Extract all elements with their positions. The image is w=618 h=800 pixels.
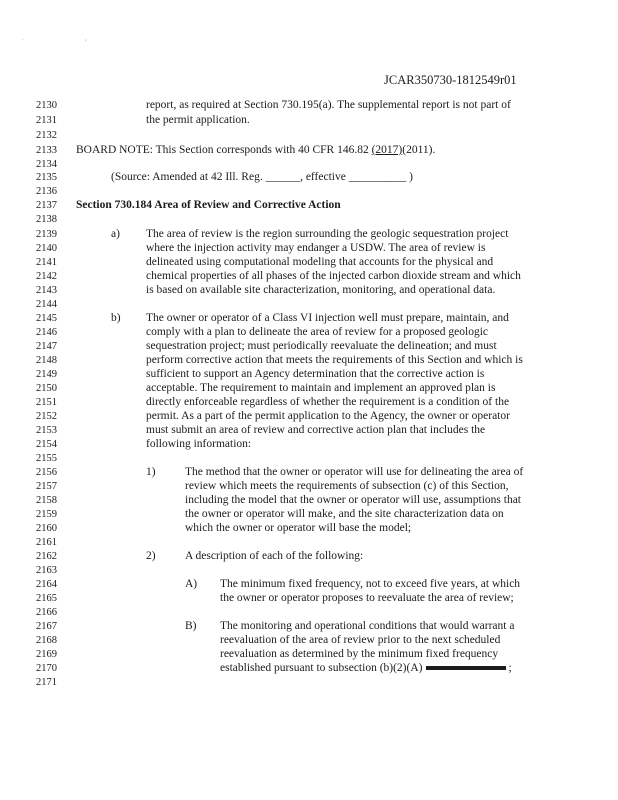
- line-number: 2149: [36, 369, 57, 380]
- board-note-struck: (2011): [402, 144, 433, 156]
- item-2-label: 2): [146, 550, 156, 562]
- para-a-line: chemical properties of all phases of the injected carbon dioxide stream and which: [146, 270, 521, 282]
- para-b-line: acceptable. The requirement to maintain and implement an approved plan is: [146, 382, 496, 394]
- line-number: 2138: [36, 214, 57, 225]
- item-b-label: B): [185, 620, 197, 632]
- line-number: 2152: [36, 411, 57, 422]
- redaction-mark: [426, 666, 506, 670]
- line-number: 2170: [36, 663, 57, 674]
- body-text-line: report, as required at Section 730.195(a). The supplemental report is not part of: [146, 99, 511, 111]
- line-number: 2162: [36, 551, 57, 562]
- line-number: 2164: [36, 579, 57, 590]
- item-1-line: which the owner or operator will base the model;: [185, 522, 412, 534]
- item-b-end: ;: [508, 662, 512, 674]
- para-a-line: delineated using computational modeling that accounts for the physical and: [146, 256, 494, 268]
- line-number: 2150: [36, 383, 57, 394]
- para-b-label: b): [111, 312, 121, 324]
- line-number: 2159: [36, 509, 57, 520]
- line-number: 2151: [36, 397, 57, 408]
- line-number: 2155: [36, 453, 57, 464]
- item-a-label: A): [185, 578, 198, 590]
- line-number: 2165: [36, 593, 57, 604]
- item-a-line: the owner or operator proposes to reevaluate the area of review;: [220, 592, 514, 604]
- board-note-text: BOARD NOTE: This Section corresponds with 40 CFR 146.82: [76, 144, 372, 156]
- line-number: 2158: [36, 495, 57, 506]
- item-2-line: A description of each of the following:: [185, 550, 364, 562]
- para-a-line: The area of review is the region surrounding the geologic sequestration project: [146, 228, 509, 240]
- body-text-line: the permit application.: [146, 114, 250, 126]
- line-number: 2163: [36, 565, 57, 576]
- line-number: 2132: [36, 130, 57, 141]
- line-number: 2168: [36, 635, 57, 646]
- line-number: 2156: [36, 467, 57, 478]
- line-number: 2130: [36, 100, 57, 111]
- line-number: 2131: [36, 115, 57, 126]
- line-number: 2161: [36, 537, 57, 548]
- item-b-line: reevaluation of the area of review prior to the next scheduled: [220, 634, 501, 646]
- line-number: 2135: [36, 172, 57, 183]
- para-b-line: comply with a plan to delineate the area of review for a proposed geologic: [146, 326, 488, 338]
- item-b-last-line: [220, 662, 512, 675]
- line-number: 2157: [36, 481, 57, 492]
- item-1-label: 1): [146, 466, 156, 478]
- item-1-line: review which meets the requirements of subsection (c) of this Section,: [185, 480, 509, 492]
- para-b-line: sequestration project; must periodically reevaluate the delineation; and must: [146, 340, 497, 352]
- para-b-line: must submit an area of review and corrective action plan that includes the: [146, 424, 486, 436]
- item-b-line: The monitoring and operational conditions that would warrant a: [220, 620, 515, 632]
- item-1-line: including the model that the owner or operator will use, assumptions that: [185, 494, 521, 506]
- board-note-end: .: [432, 144, 436, 156]
- para-a-label: a): [111, 228, 120, 240]
- line-number: 2146: [36, 327, 57, 338]
- line-number: 2171: [36, 677, 57, 688]
- line-number: 2134: [36, 159, 57, 170]
- para-a-line: where the injection activity may endanger a USDW. The area of review is: [146, 242, 486, 254]
- line-number: 2141: [36, 257, 57, 268]
- line-number: 2166: [36, 607, 57, 618]
- item-b-line: reevaluation as determined by the minimum fixed frequency: [220, 648, 499, 660]
- document-id: JCAR350730-1812549r01: [384, 73, 517, 87]
- para-b-line: sufficient to support an Agency determination that the corrective action is: [146, 368, 485, 380]
- line-number: 2133: [36, 145, 57, 156]
- board-note-inserted: (2017): [371, 144, 403, 156]
- line-number: 2139: [36, 229, 57, 240]
- line-number: 2145: [36, 313, 57, 324]
- page-marks: . ,: [22, 36, 117, 42]
- line-number: 2144: [36, 299, 57, 310]
- line-number: 2154: [36, 439, 57, 450]
- source-note: (Source: Amended at 42 Ill. Reg. ______, effective __________ ): [111, 171, 413, 183]
- item-a-line: The minimum fixed frequency, not to exceed five years, at which: [220, 578, 521, 590]
- line-number: 2153: [36, 425, 57, 436]
- line-number: 2160: [36, 523, 57, 534]
- line-number: 2136: [36, 186, 57, 197]
- para-b-line: following information:: [146, 438, 252, 450]
- line-number: 2142: [36, 271, 57, 282]
- line-number: 2137: [36, 200, 57, 211]
- para-b-line: The owner or operator of a Class VI injection well must prepare, maintain, and: [146, 312, 509, 324]
- line-number: 2167: [36, 621, 57, 632]
- item-1-line: The method that the owner or operator will use for delineating the area of: [185, 466, 524, 478]
- para-a-line: is based on available site characterization, monitoring, and operational data.: [146, 284, 496, 296]
- line-number: 2148: [36, 355, 57, 366]
- item-b-text: established pursuant to subsection (b)(2)(A): [220, 662, 423, 674]
- section-heading: Section 730.184 Area of Review and Corrective Action: [76, 199, 341, 211]
- line-number: 2169: [36, 649, 57, 660]
- line-number: 2147: [36, 341, 57, 352]
- item-1-line: the owner or operator will make, and the site characterization data on: [185, 508, 504, 520]
- line-number: 2143: [36, 285, 57, 296]
- para-b-line: permit. As a part of the permit application to the Agency, the owner or operator: [146, 410, 510, 422]
- line-number: 2140: [36, 243, 57, 254]
- para-b-line: perform corrective action that meets the requirements of this Section and which is: [146, 354, 523, 366]
- para-b-line: directly enforceable regardless of whether the requirement is a condition of the: [146, 396, 510, 408]
- board-note: [76, 144, 435, 157]
